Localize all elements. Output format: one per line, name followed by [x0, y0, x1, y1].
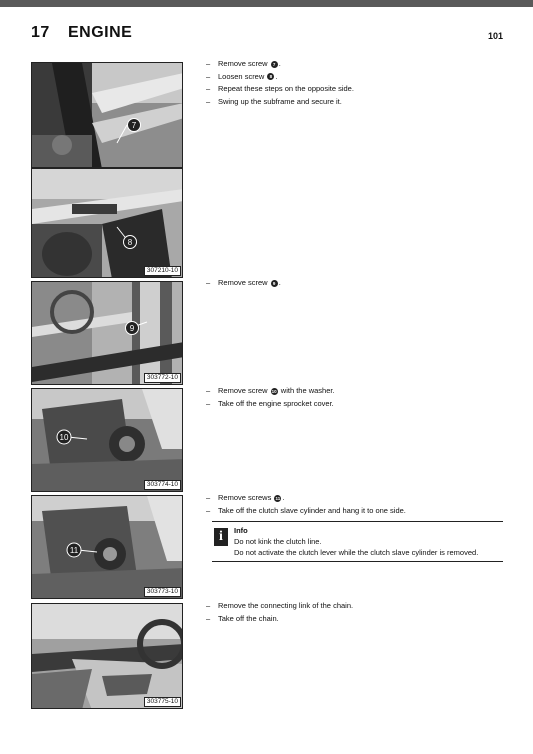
photo-sprocket-cover-screw-10 [31, 388, 183, 492]
photo-chain-link-illustration [32, 604, 183, 709]
top-bar [0, 0, 533, 7]
callout-marker-8: 8 [267, 73, 274, 80]
step-item: – Take off the chain. [206, 613, 506, 626]
step-list-1 [206, 58, 506, 108]
section-number: 17 [31, 24, 50, 41]
section-title: ENGINE [68, 24, 133, 41]
callout-marker-7: 7 [271, 61, 278, 68]
photo-chain-link [31, 603, 183, 709]
photo-subframe-screw-8-illustration [32, 169, 183, 278]
page-number: 101 [487, 31, 503, 41]
step-list-2 [206, 277, 506, 290]
info-box [212, 521, 503, 562]
step-item: – Swing up the subframe and secure it. [206, 96, 506, 109]
step-item: – Remove screw 10 with the washer. [206, 385, 506, 398]
step-item: – Take off the clutch slave cylinder and hang it to one side. [206, 505, 506, 518]
step-item: – Loosen screw 8 . [206, 71, 506, 84]
callout-9: 9 [129, 324, 135, 333]
photo-code: 303772-10 [144, 373, 181, 383]
info-title: Info [234, 526, 248, 535]
step-item: – Repeat these steps on the opposite side. [206, 83, 506, 96]
photo-clutch-slave-screws-11 [31, 495, 183, 599]
photo-code: 303775-10 [144, 697, 181, 707]
info-line: Do not activate the clutch lever while the clutch slave cylinder is removed. [234, 548, 479, 557]
photo-sprocket-cover-screw-10-illustration [32, 389, 183, 492]
callout-10: 10 [59, 433, 69, 442]
callout-7: 7 [131, 121, 137, 130]
photo-shock-screw-9-illustration [32, 282, 183, 385]
callout-marker-9: 9 [271, 280, 278, 287]
info-icon: i [214, 528, 228, 546]
photo-code: 303774-10 [144, 480, 181, 490]
callout-marker-11: 11 [275, 495, 281, 501]
photo-subframe-screw-7 [31, 62, 183, 168]
photo-subframe-screw-8 [31, 168, 183, 278]
callout-marker-10: 10 [271, 388, 277, 394]
photo-clutch-slave-screws-11-illustration [32, 496, 183, 599]
info-line: Do not kink the clutch line. [234, 537, 322, 546]
photo-code: 303773-10 [144, 587, 181, 597]
callout-8: 8 [127, 238, 133, 247]
step-list-3 [206, 385, 506, 410]
step-item: – Remove screw 7 . [206, 58, 506, 71]
step-item: – Take off the engine sprocket cover. [206, 398, 506, 411]
step-list-5 [206, 600, 506, 625]
photo-code: 307210-10 [144, 266, 181, 276]
photo-shock-screw-9 [31, 281, 183, 385]
step-item: – Remove screw 9 . [206, 277, 506, 290]
step-item: – Remove the connecting link of the chain. [206, 600, 506, 613]
step-item: – Remove screws 11 . [206, 492, 506, 505]
callout-11: 11 [69, 546, 79, 555]
step-list-4 [206, 492, 506, 517]
photo-subframe-screw-7-illustration [32, 63, 183, 168]
